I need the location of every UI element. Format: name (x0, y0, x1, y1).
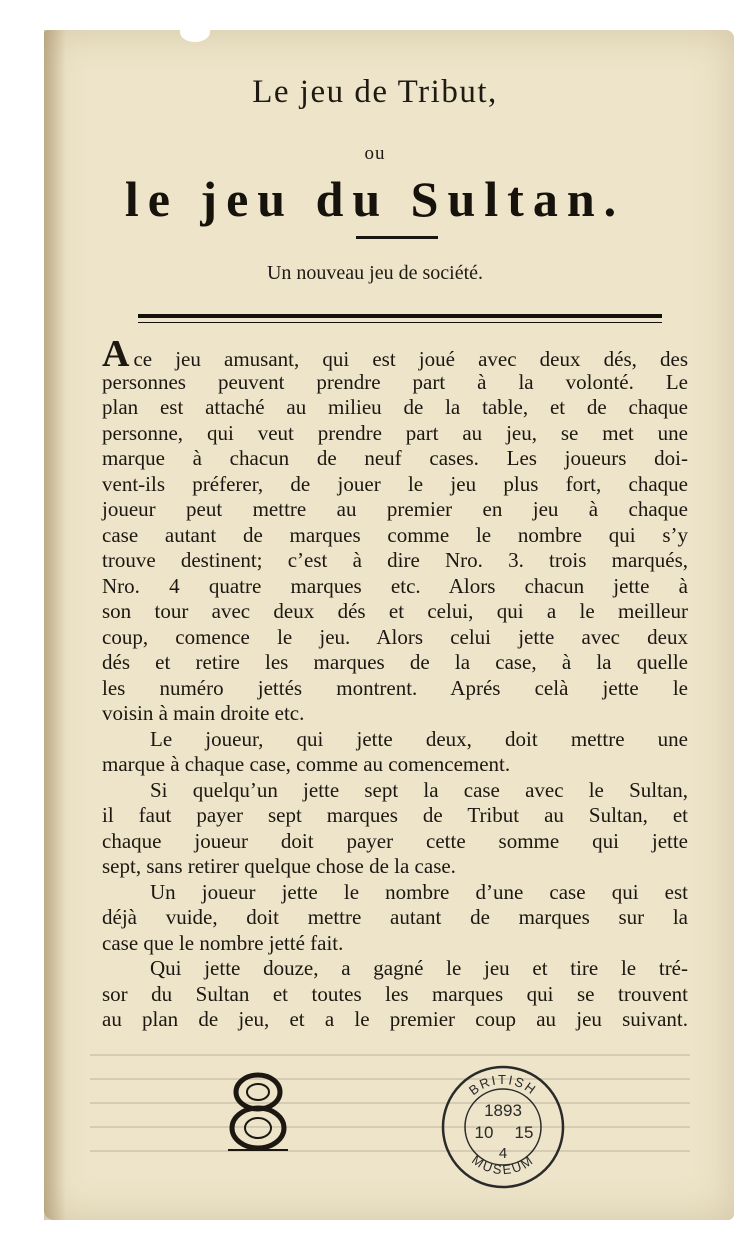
body-line: personne, qui veut prendre part au jeu, se met une (102, 420, 688, 445)
body-line: déjà vuide, doit mettre autant de marques sur la (102, 905, 688, 929)
stamp-bottom-text: MUSEUM (469, 1152, 537, 1178)
stamp-month: 10 (474, 1123, 494, 1142)
title-line-2: le jeu du Sultan. (124, 171, 626, 227)
body-line: au plan de jeu, et a le premier coup au jeu suivant. (102, 1007, 688, 1031)
ornament-monogram-icon (218, 1068, 298, 1154)
british-museum-stamp (440, 1064, 566, 1190)
body-line: sor du Sultan et toutes les marques qui se trouvent (102, 981, 688, 1006)
body-line: il faut payer sept marques de Tribut au Sultan, et (102, 803, 688, 827)
body-line: voisin à main droite etc. (102, 701, 305, 725)
subtitle: Un nouveau jeu de société. (266, 262, 484, 284)
body-line: Un joueur jette le nombre d’une case qui est (150, 879, 688, 904)
drop-cap: A (102, 333, 130, 375)
body-line: case que le nombre jetté fait. (102, 930, 344, 955)
body-line: marque à chaque case, comme au comencement. (102, 752, 511, 776)
stamp-year: 1893 (484, 1101, 522, 1120)
paper-tear (180, 22, 210, 42)
section-rule-thin (138, 322, 662, 323)
body-line: dés et retire les marques de la case, à la quelle (102, 650, 688, 674)
body-line: Si quelqu’un jette sept la case avec le Sultan, (150, 777, 688, 802)
stamp-number: 4 (498, 1145, 508, 1162)
stamp-top-text: BRITISH (466, 1072, 540, 1098)
title-divider (356, 236, 438, 239)
body-line: joueur peut mettre au premier en jeu à chaque (102, 497, 688, 521)
body-line: coup, comence le jeu. Alors celui jette avec deux (102, 624, 688, 649)
stamp-day: 15 (514, 1123, 534, 1142)
section-rule-thick (138, 314, 662, 318)
body-line: son tour avec deux dés et celui, qui a le meilleur (102, 599, 688, 623)
body-line: personnes peuvent prendre part à la volonté. Le (102, 369, 688, 394)
body-line: vent-ils préferer, de jouer le jeu plus fort, chaque (102, 471, 688, 496)
body-text (102, 333, 688, 1033)
title-line-1: Le jeu de Tribut, (252, 74, 498, 110)
body-line: Le joueur, qui jette deux, doit mettre une (150, 726, 688, 751)
body-line: chaque joueur doit payer cette somme qui jette (102, 828, 688, 853)
body-line: Nro. 4 quatre marques etc. Alors chacun jette à (102, 573, 688, 598)
body-line: marque à chacun de neuf cases. Les joueurs doi- (102, 446, 688, 470)
body-line: sept, sans retirer quelque chose de la case. (102, 854, 456, 878)
body-line: trouve destinent; c’est à dire Nro. 3. trois marqués, (102, 548, 688, 572)
body-line: case autant de marques comme le nombre qui s’y (102, 522, 688, 547)
body-line-text: ce jeu amusant, qui est joué avec deux dés, des (133, 347, 688, 371)
body-line: les numéro jettés montrent. Aprés celà jette le (102, 675, 688, 700)
body-line (102, 333, 688, 375)
svg-text:BRITISH (466, 1072, 540, 1098)
title-ou: ou (364, 143, 386, 164)
body-line: plan est attaché au milieu de la table, et de chaque (102, 395, 688, 419)
body-line: Qui jette douze, a gagné le jeu et tire le tré- (150, 956, 688, 980)
show-through-text (90, 1040, 690, 1160)
